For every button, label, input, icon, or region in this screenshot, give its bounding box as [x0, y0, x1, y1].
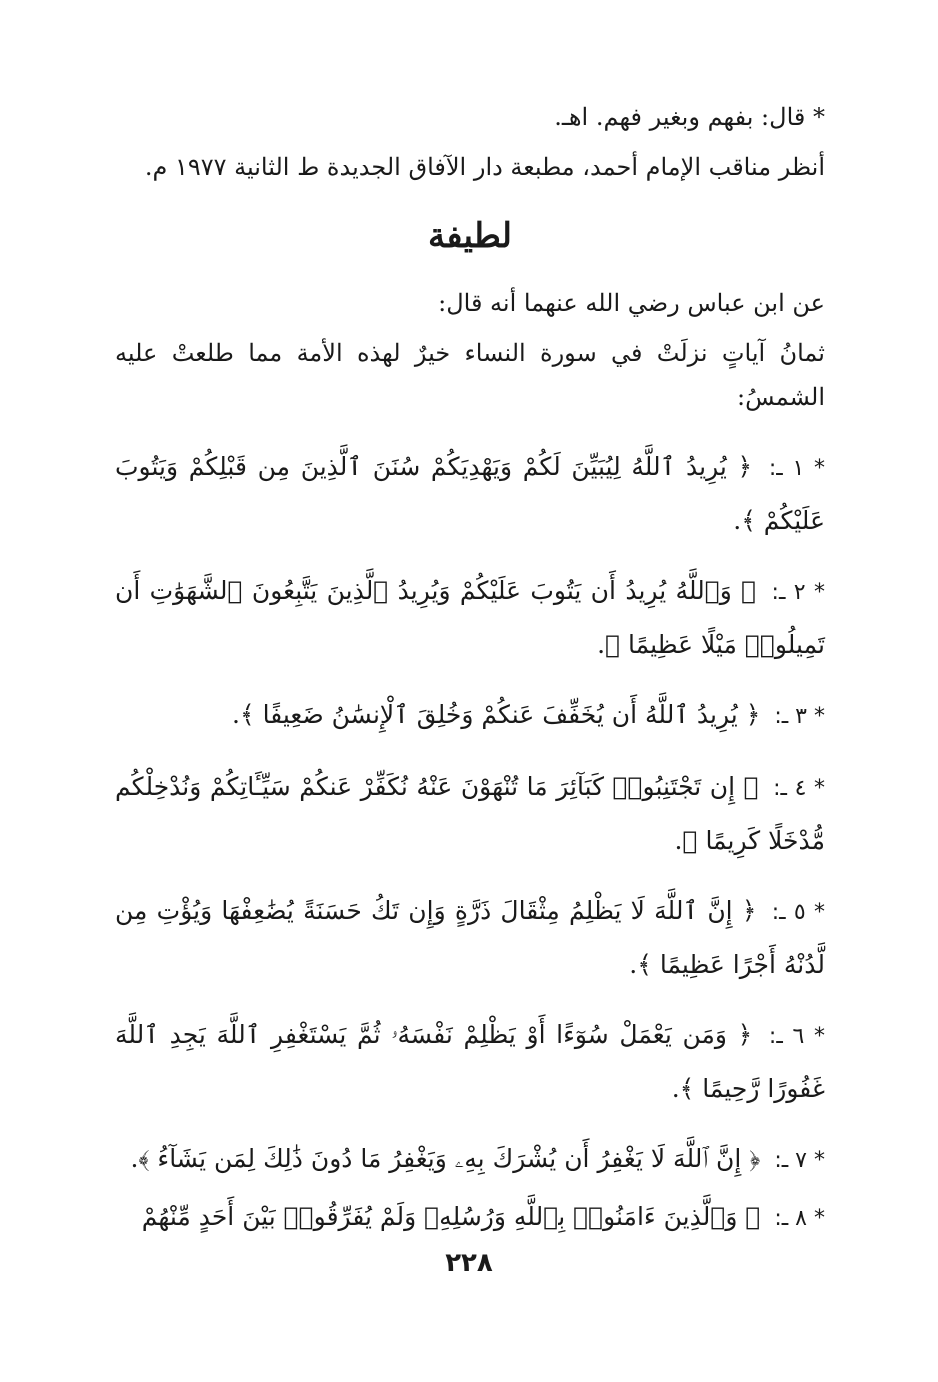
verse-number: * ١ ـ:: [768, 456, 826, 481]
verse-text: ﴿ إِنَّ ٱللَّهَ لَا يَظْلِمُ مِثْقَالَ ذَرَّةٍ وَإِن تَكُ حَسَنَةً يُضَٰعِفْهَا وَيُؤْتِ مِن لَّدُنْهُ أَجْرًا عَظِيمًا ﴾.: [115, 896, 825, 979]
verse-item: [115, 1191, 825, 1245]
verse-text: ﴿ إِنَّ ٱللَّهَ لَا يَغْفِرُ أَن يُشْرَكَ بِهِۦ وَيَغْفِرُ مَا دُونَ ذَٰلِكَ لِمَن يَشَآءُ ﴾.: [130, 1144, 761, 1173]
page-number: ٢٢٨: [445, 1248, 493, 1278]
intro-line-1: عن ابن عباس رضي الله عنهما أنه قال:: [438, 289, 825, 317]
verse-text: ﴿ وَٱللَّهُ يُرِيدُ أَن يَتُوبَ عَلَيْكُمْ وَيُرِيدُ ٱلَّذِينَ يَتَّبِعُونَ ٱلشَّهَوَٰتِ أَن تَمِيلُوا۟ مَيْلًا عَظِيمًا ﴾.: [115, 576, 825, 659]
verse-number: * ٤ ـ:: [773, 776, 826, 801]
intro-line-2: ثمانُ آياتٍ نزلَتْ في سورة النساء خيرٌ لهذه الأمة مما طلعتْ عليه الشمسُ:: [115, 339, 825, 411]
verse-text: ﴿ يُرِيدُ ٱللَّهُ لِيُبَيِّنَ لَكُمْ وَيَهْدِيَكُمْ سُنَنَ ٱلَّذِينَ مِن قَبْلِكُمْ وَيَتُوبَ عَلَيْكُمْ ﴾.: [115, 452, 825, 535]
verse-text: ﴿ إِن تَجْتَنِبُوا۟ كَبَآئِرَ مَا تُنْهَوْنَ عَنْهُ نُكَفِّرْ عَنكُمْ سَيِّـَٔاتِكُمْ وَنُدْخِلْكُم مُّدْخَلًا كَرِيمًا ﴾.: [115, 772, 825, 855]
verse-item: [115, 885, 825, 991]
page-body: [115, 95, 825, 1249]
verse-number: * ٥ ـ:: [771, 900, 825, 925]
verse-text: ﴿ يُرِيدُ ٱللَّهُ أَن يُخَفِّفَ عَنكُمْ وَخُلِقَ ٱلْإِنسَٰنُ ضَعِيفًا ﴾.: [232, 700, 761, 729]
footnote-line-1: * قال: بفهم وبغير فهم. اهـ.: [554, 103, 825, 131]
verse-item: [115, 565, 825, 671]
footnote-line-2: أنظر مناقب الإمام أحمد، مطبعة دار الآفاق الجديدة ط الثانية ١٩٧٧ م.: [144, 153, 825, 181]
verse-number: * ٦ ـ:: [768, 1024, 825, 1049]
section-heading: لطيفة: [428, 216, 512, 256]
verse-item: [115, 689, 825, 743]
verse-number: * ٣ ـ:: [774, 704, 825, 729]
verse-text: ﴿ وَٱلَّذِينَ ءَامَنُوا۟ بِٱللَّهِ وَرُسُلِهِۦ وَلَمْ يُفَرِّقُوا۟ بَيْنَ أَحَدٍ مِّنْهُمْ: [141, 1202, 761, 1231]
verse-item: [115, 761, 825, 867]
verse-text: ﴿ وَمَن يَعْمَلْ سُوٓءًا أَوْ يَظْلِمْ نَفْسَهُۥ ثُمَّ يَسْتَغْفِرِ ٱللَّهَ يَجِدِ ٱللَّهَ غَفُورًا رَّحِيمًا ﴾.: [115, 1020, 825, 1103]
verse-number: * ٨ ـ:: [774, 1206, 825, 1231]
verse-item: [115, 1009, 825, 1115]
verse-number: * ٢ ـ:: [771, 580, 826, 605]
verse-item: [115, 441, 825, 547]
verse-item: [115, 1133, 825, 1187]
verse-number: * ٧ ـ:: [774, 1148, 825, 1173]
